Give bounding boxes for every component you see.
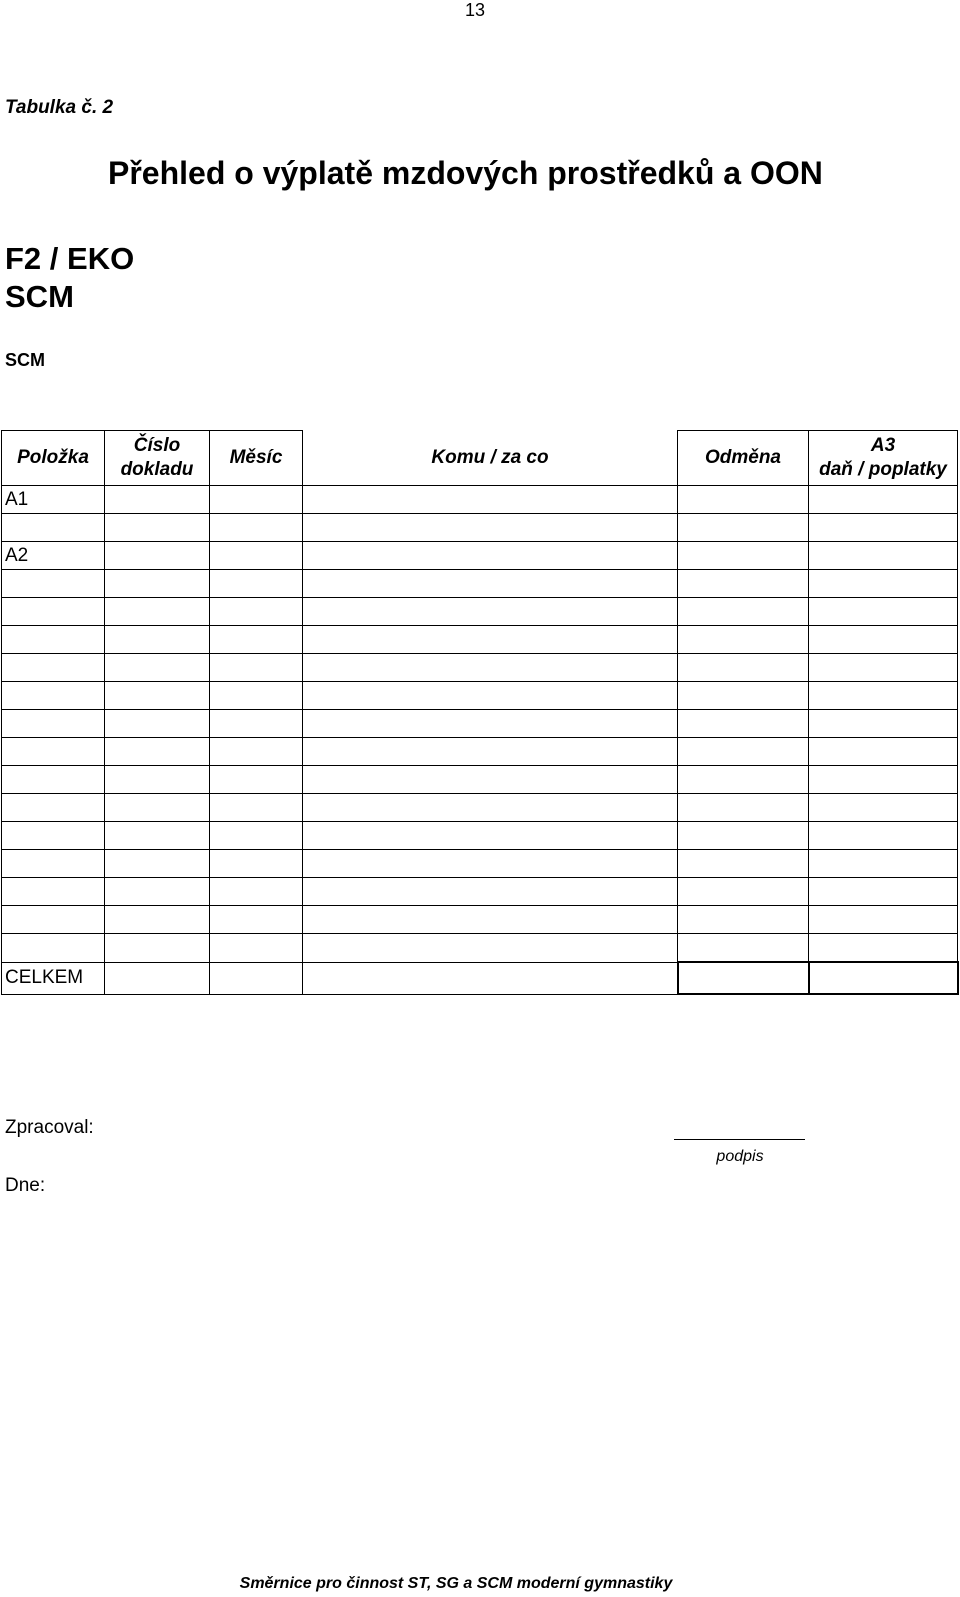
table-row xyxy=(2,654,958,682)
table-row xyxy=(2,710,958,738)
table-row xyxy=(2,570,958,598)
row-label-a1: A1 xyxy=(2,486,105,514)
table-row xyxy=(2,738,958,766)
table-row xyxy=(2,766,958,794)
table-row xyxy=(2,514,958,542)
unit-label-small: SCM xyxy=(5,350,45,370)
col-header-mesic: Měsíc xyxy=(210,431,303,486)
processed-by-label: Zpracoval: xyxy=(5,1117,94,1138)
table-row xyxy=(2,906,958,934)
col-header-odmena: Odměna xyxy=(678,431,809,486)
table-row xyxy=(2,878,958,906)
table-row xyxy=(2,682,958,710)
col-header-a3: A3 daň / poplatky xyxy=(809,431,958,486)
total-a3-cell[interactable] xyxy=(809,962,958,994)
page-footer: Směrnice pro činnost ST, SG a SCM moderní gymnastiky xyxy=(239,1575,673,1592)
table-header-row xyxy=(2,431,958,486)
signature-line[interactable] xyxy=(674,1139,805,1140)
table-total-row xyxy=(2,962,958,994)
row-label-total: CELKEM xyxy=(2,962,105,994)
form-code: F2 / EKO xyxy=(5,241,135,276)
page-title: Přehled o výplatě mzdových prostředků a OON xyxy=(108,155,823,191)
col-header-komu: Komu / za co xyxy=(303,431,678,486)
table-row xyxy=(2,794,958,822)
table-row xyxy=(2,850,958,878)
table-row xyxy=(2,542,958,570)
col-header-cislo-dokladu: Číslo dokladu xyxy=(105,431,210,486)
table-label: Tabulka č. 2 xyxy=(5,97,114,118)
table-row xyxy=(2,626,958,654)
table-row xyxy=(2,598,958,626)
signature-label: podpis xyxy=(716,1148,764,1165)
table-row xyxy=(2,486,958,514)
page-number: 13 xyxy=(464,0,486,20)
table-row xyxy=(2,934,958,963)
row-label-a2: A2 xyxy=(2,542,105,570)
unit-label-large: SCM xyxy=(5,279,74,314)
payout-table xyxy=(1,430,959,995)
col-header-polozka: Položka xyxy=(2,431,105,486)
date-label: Dne: xyxy=(5,1175,46,1196)
table-row xyxy=(2,822,958,850)
total-odmena-cell[interactable] xyxy=(678,962,809,994)
